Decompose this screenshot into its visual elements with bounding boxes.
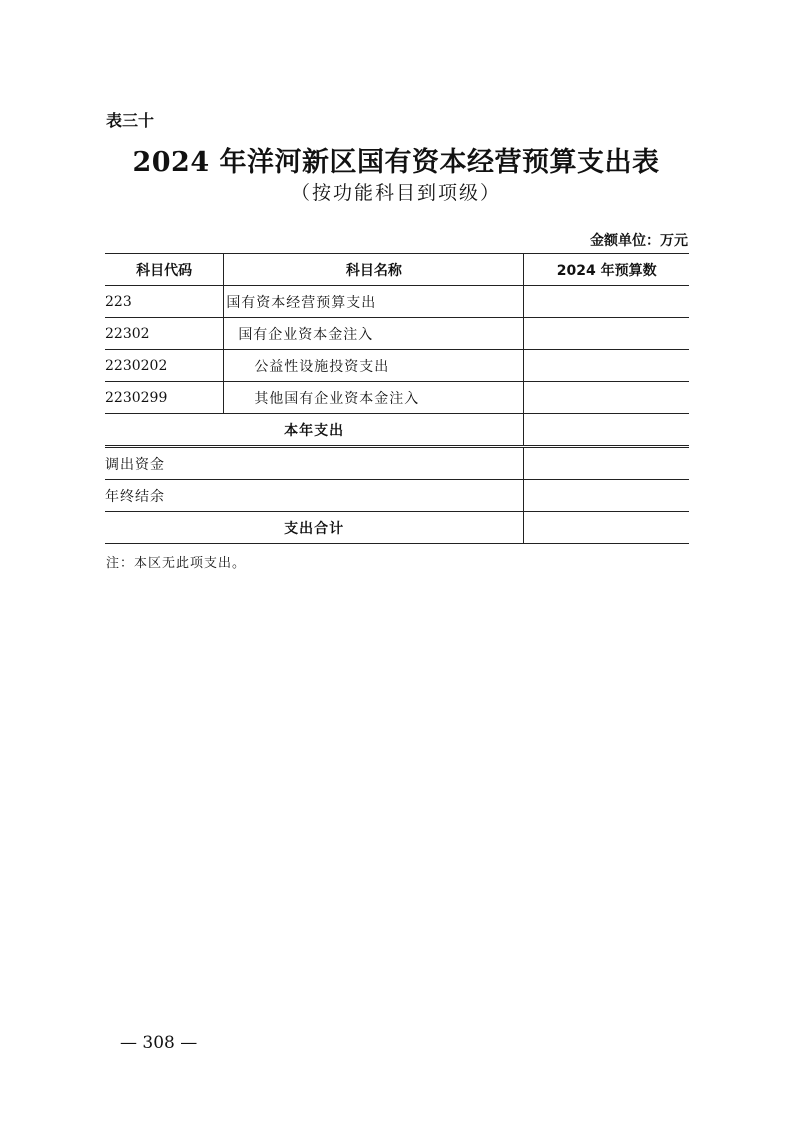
grand-total-row [105,512,689,544]
year-end-balance-label: 年终结余 [105,480,524,512]
row-code: 223 [105,286,224,318]
current-year-total-label: 本年支出 [105,414,524,447]
current-year-total-row [105,414,689,447]
page-number: — 308 — [120,1033,198,1053]
row-amount [524,318,689,350]
row-code: 2230202 [105,350,224,382]
budget-table [105,253,689,544]
row-amount [524,286,689,318]
page-subtitle: （按功能科目到项级） [290,182,501,204]
grand-total-amount [524,512,689,544]
table-row [105,286,689,318]
row-amount [524,382,689,414]
transfer-out-label: 调出资金 [105,447,524,480]
row-code: 22302 [105,318,224,350]
transfer-out-row [105,447,689,480]
current-year-total-amount [524,414,689,447]
footnote: 注：本区无此项支出。 [106,556,247,571]
table-header-row [105,254,689,286]
transfer-out-amount [524,447,689,480]
table-label: 表三十 [106,111,155,130]
row-name: 其他国有企业资本金注入 [224,382,524,414]
grand-total-label: 支出合计 [105,512,524,544]
row-amount [524,350,689,382]
row-name: 国有企业资本金注入 [224,318,524,350]
header-amount: 2024 年预算数 [524,254,689,286]
table-row [105,382,689,414]
year-end-balance-row [105,480,689,512]
table-row [105,350,689,382]
table-row [105,318,689,350]
header-name: 科目名称 [224,254,524,286]
page-title: 2024 年洋河新区国有资本经营预算支出表 [132,147,660,178]
header-code: 科目代码 [105,254,224,286]
row-name: 国有资本经营预算支出 [224,286,524,318]
row-name: 公益性设施投资支出 [224,350,524,382]
row-code: 2230299 [105,382,224,414]
year-end-balance-amount [524,480,689,512]
unit-label: 金额单位：万元 [590,233,688,249]
